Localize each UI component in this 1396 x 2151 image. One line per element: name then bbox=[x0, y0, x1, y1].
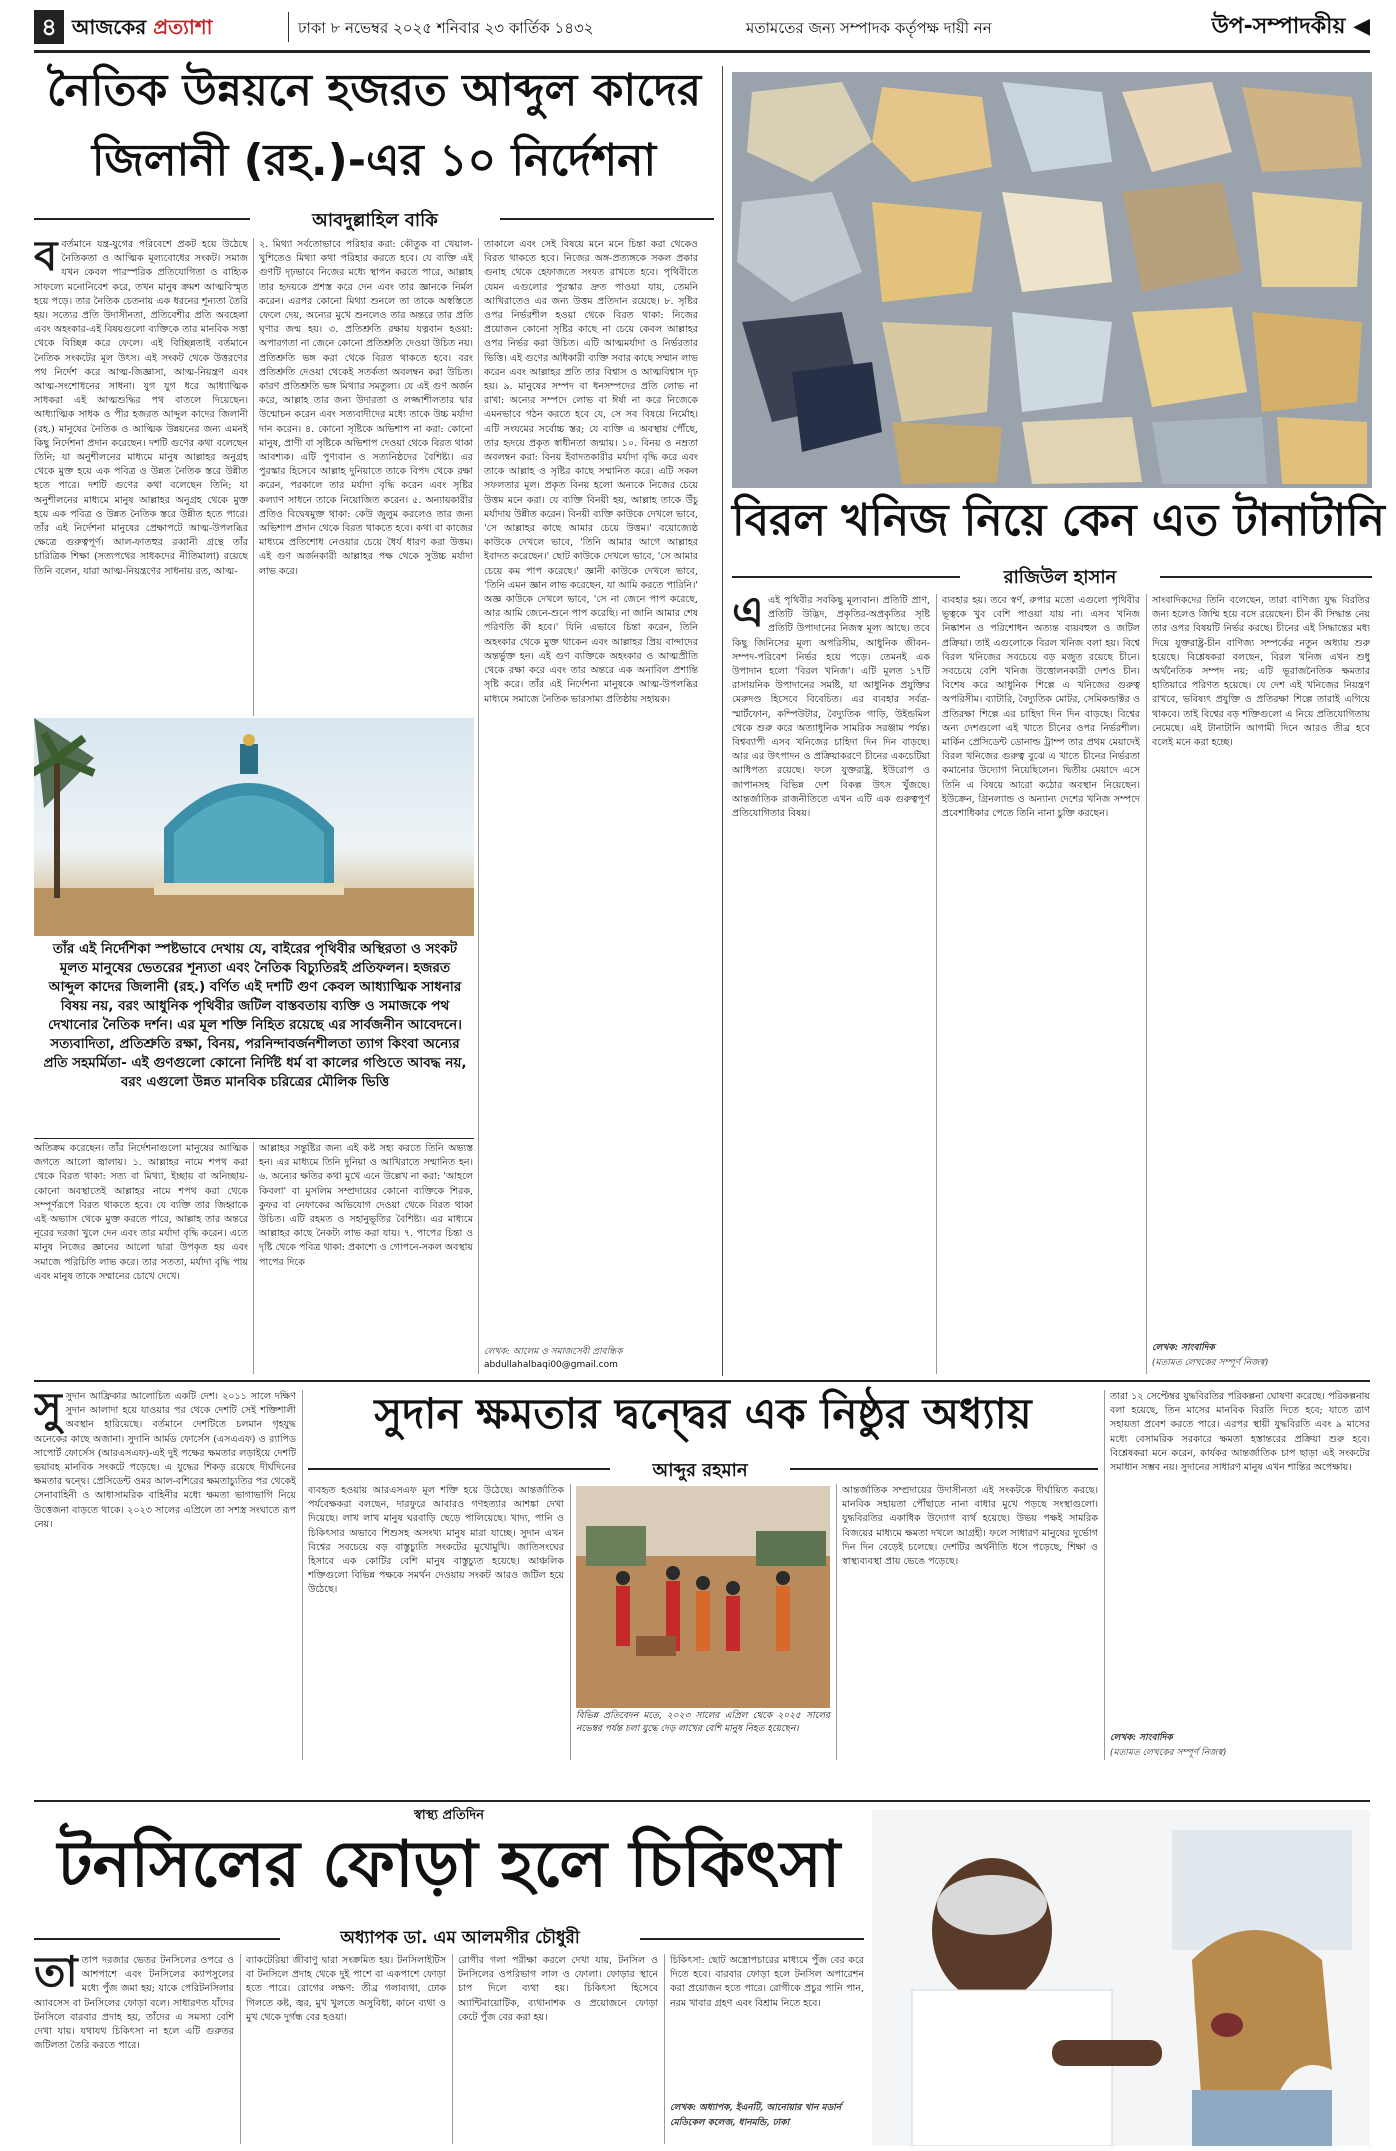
article1-col1b: অতিক্রম করেছেন। তাঁর নির্দেশনাগুলো মানুষের আত্মিক জগতে আলো জ্বালায়। ১. আল্লাহর নামে শপথ করা থেকে বিরত থাকা: সত্য বা মিথ্যা, ইচ্ছায় বা অনিচ্ছায়-কোনো অবস্থাতেই আল্লাহর নামে শপথ করা থেকে সম্পূর্ণরূপে বিরত থাকতে হবে। যে ব্যক্তি তার জিহ্বাকে এই অভ্যাস থেকে মুক্ত করতে পারে, আল্লাহ তার অন্তরে নূরের দরজা খুলে দেন এবং তার মর্যাদা বৃদ্ধি করেন। এতে মানুষ নিজের জ্ঞানের আলো দ্বারা উপকৃত হয় এবং সমাজে পরিচিতি লাভ করে। তার সততা, মর্যাদা বৃদ্ধি পায় এবং মানুষ তাকে সম্মানের চোখে দেখে। bbox=[34, 1143, 248, 1282]
author-note: লেখক: সাংবাদিক bbox=[1152, 1343, 1215, 1353]
author-disclaimer: (মতামত লেখকের সম্পূর্ণ নিজস্ব) bbox=[1110, 1748, 1227, 1758]
article2-title: বিরল খনিজ নিয়ে কেন এত টানাটানি bbox=[732, 495, 1385, 546]
minerals-image bbox=[732, 72, 1372, 488]
page-number: ৪ bbox=[34, 10, 64, 44]
article3-byline: আব্দুর রহমান bbox=[610, 1456, 790, 1482]
article2-divider1 bbox=[936, 594, 937, 1374]
article3-col1-text: সুদান আফ্রিকার আলোচিত একটি দেশ। ২০১১ সালে দক্ষিণ সুদান আলাদা হয়ে যাওয়ার পর থেকে দেশটি সেই শক্তিশালী অবস্থান হারিয়েছে। বর্তমানে দেশটিতে চলমান গৃহযুদ্ধ অনেকের কাছে অজানা। সুদানি আর্মড ফোর্সেস (এসএএফ) ও র‍্যাপিড সাপোর্ট ফোর্সেস (আরএসএফ)-এই দুই পক্ষের ক্ষমতার লড়াইয়ে দেশটি ভয়াবহ মানবিক সংকটে পড়েছে। এ যুদ্ধের শিকড় রয়েছে দীর্ঘদিনের ক্ষমতার দ্বন্দ্বে। প্রেসিডেন্ট ওমর আল-বশিরের ক্ষমতাচ্যুতির পর থেকেই সেনাবাহিনী ও আধাসামরিক বাহিনীর মধ্যে ক্ষমতা ভাগাভাগি নিয়ে উত্তেজনা বাড়তে থাকে। ২০২৩ সালের এপ্রিলে তা সশস্ত্র সংঘাতে রূপ নেয়। bbox=[34, 1391, 296, 1530]
article3-col1 bbox=[34, 1390, 296, 1760]
article1-pullquote: তাঁর এই নির্দেশিকা স্পষ্টভাবে দেখায় যে, বাইরের পৃথিবীর অস্থিরতা ও সংকট মূলত মানুষের ভেতরের শূন্যতা এবং নৈতিক বিচ্যুতিরই প্রতিফলন। হজরত আব্দুল কাদের জিলানী (রহ.) বর্ণিত এই দশটি গুণ কেবল আধ্যাত্মিক সাধনার বিষয় নয়, বরং আধুনিক পৃথিবীর জটিল বাস্তবতায় ব্যক্তি ও সমাজকে পথ দেখানোর নৈতিক দর্শন। এর মূল শক্তি নিহিত রয়েছে এর সার্বজনীন আবেদনে। সত্যবাদিতা, প্রতিশ্রুতি রক্ষা, বিনয়, পরনিন্দাবর্জনশীলতা ত্যাগ কিংবা অন্যের প্রতি সহমর্মিতা- এই গুণগুলো কোনো নির্দিষ্ট ধর্ম বা কালের গণ্ডিতে আবদ্ধ নয়, বরং এগুলো উন্নত মানবিক চরিত্রের মৌলিক ভিত্তি bbox=[43, 941, 467, 1090]
article1-title-line1: নৈতিক উন্নয়নে হজরত আব্দুল কাদের bbox=[46, 65, 702, 116]
article1-divider1 bbox=[253, 238, 254, 716]
article2-byline: রাজিউল হাসান bbox=[960, 563, 1160, 589]
author-email[interactable]: abdullahalbaqi00@gmail.com bbox=[484, 1360, 618, 1370]
article4-divider3 bbox=[664, 1954, 665, 2144]
brand-right: প্রত্যাশা bbox=[153, 15, 213, 39]
article2-author bbox=[1152, 1340, 1370, 1374]
brand-logo bbox=[72, 12, 282, 42]
article3-col3: আন্তর্জাতিক সম্প্রদায়ের উদাসীনতা এই সংকটকে দীর্ঘায়িত করছে। মানবিক সহায়তা পৌঁছাতে নানা বাধার মুখে পড়ছে সংস্থাগুলো। যুদ্ধবিরতির একাধিক উদ্যোগ ব্যর্থ হয়েছে। উভয় পক্ষই সামরিক বিজয়ের মাধ্যমে ক্ষমতা দখলে আগ্রহী। ফলে সাধারণ মানুষের দুর্ভোগ দিন দিন বেড়েই চলেছে। দেশটির অর্থনীতি ধসে পড়েছে, শিক্ষা ও স্বাস্থ্যব্যবস্থা প্রায় ভেঙে পড়েছে। bbox=[842, 1485, 1098, 1568]
header-disclaimer: মতামতের জন্য সম্পাদক কর্তৃপক্ষ দায়ী নন bbox=[746, 19, 992, 37]
article4-title: টনসিলের ফোড়া হলে চিকিৎসা bbox=[57, 1828, 841, 1902]
header-date: ঢাকা ৮ নভেম্বর ২০২৫ শনিবার ২৩ কার্তিক ১৪৩২ bbox=[298, 19, 594, 37]
section-rule-2 bbox=[34, 1800, 1370, 1802]
minerals-illustration bbox=[732, 72, 1372, 488]
author-note: লেখক: সাংবাদিক bbox=[1110, 1733, 1173, 1743]
header-rule bbox=[34, 50, 1370, 53]
header-divider bbox=[288, 12, 289, 42]
section-rule-1 bbox=[34, 1380, 1370, 1382]
article2-col1 bbox=[732, 594, 930, 1344]
article1-divider2 bbox=[478, 238, 479, 1374]
dropcap: এ bbox=[732, 594, 764, 636]
article1-pullquote-rule bbox=[34, 1138, 474, 1139]
article4-kicker: স্বাস্থ্য প্রতিদিন bbox=[413, 1808, 485, 1823]
dropcap: সু bbox=[34, 1390, 62, 1432]
author-disclaimer: (মতামত লেখকের সম্পূর্ণ নিজস্ব) bbox=[1152, 1358, 1269, 1368]
dropcap: ব bbox=[34, 238, 58, 280]
article4-author: লেখক: অধ্যাপক, ইএনটি, আনোয়ার খান মডার্ন মেডিকেল কলেজ, ধানমন্ডি, ঢাকা bbox=[670, 2103, 842, 2128]
section-title bbox=[1114, 10, 1370, 44]
article4-byline: অধ্যাপক ডা. এম আলমগীর চৌধুরী bbox=[280, 1925, 640, 1951]
mosque-illustration bbox=[34, 718, 474, 936]
article1-author-note bbox=[484, 1346, 698, 1374]
doctor-illustration bbox=[872, 1810, 1370, 2146]
article3-divider2 bbox=[570, 1484, 571, 1760]
doctor-patient-image bbox=[872, 1810, 1370, 2146]
masthead bbox=[34, 10, 1370, 50]
article1-col1 bbox=[34, 238, 248, 716]
section-arrow-icon: ◀ bbox=[1353, 14, 1370, 39]
article3-col4: তারা ১২ সেপ্টেম্বর যুদ্ধবিরতির পরিকল্পনা ঘোষণা করেছে। পরিকল্পনায় বলা হয়েছে, তিন মাসের মানবিক বিরতি দিতে হবে; যাতে ত্রাণ সহায়তা প্রবেশ করতে পারে। এরপর স্থায়ী যুদ্ধবিরতি এবং ৯ মাসের মধ্যে বেসামরিক সরকারে ক্ষমতা হস্তান্তরের প্রক্রিয়া শুরু হবে। বিশ্লেষকরা মনে করেন, কার্যকর আন্তর্জাতিক চাপ ছাড়া এই সংকটের সমাধান সম্ভব নয়। সুদানের সাধারণ মানুষ এখন শান্তির অপেক্ষায়। bbox=[1110, 1391, 1370, 1474]
article2-col3: সাংবাদিকদের তিনি বলেছেন, তারা বাণিজ্য যুদ্ধ বিরতির জন্য হলেও জিম্মি হয়ে বসে রয়েছেন। চীন কী সিদ্ধান্ত নেয় তার ওপর বিষয়টি নির্ভর করছে। চীনের এই সিদ্ধান্তের মধ্য দিয়ে যুক্তরাষ্ট্র-চীন বাণিজ্য সম্পর্কের নতুন অধ্যায় শুরু হয়েছে। বিশ্লেষকরা বলছেন, বিরল খনিজ এখন শুধু অর্থনৈতিক সম্পদ নয়; এটি ভূরাজনৈতিক ক্ষমতার হাতিয়ারে পরিণত হয়েছে। যে দেশ এই খনিজের নিয়ন্ত্রণ রাখবে, ভবিষ্যৎ প্রযুক্তি ও প্রতিরক্ষা শিল্পে তারাই এগিয়ে থাকবে। তাই বিশ্বের বড় শক্তিগুলো এ নিয়ে প্রতিযোগিতায় নেমেছে। এই টানাটানি আগামী দিনে আরও তীব্র হবে বলেই মনে করা হচ্ছে। bbox=[1152, 595, 1370, 749]
article1-col1-text: বর্তমানে যন্ত্র-যুগের পরিবেশে প্রকট হয়ে উঠেছে নৈতিকতা ও আত্মিক মূল্যবোধের সংকট। সমাজ যখন কেবল পারস্পরিক প্রতিযোগিতা ও বাহ্যিক সাফল্যে মনোনিবেশ করে, তখন মানুষ ক্রমশ আত্মবিস্মৃত হয়ে পড়ে। তার নৈতিক চেতনায় এক ধরনের শূন্যতা তৈরি হয়। সত্যের প্রতি উদাসীনতা, প্রতিবেশীর প্রতি অবহেলা এবং অহংকার-এই বিষয়গুলো ব্যক্তিকে তার মানবিক সত্তা থেকে বিচ্ছিন্ন করে ফেলে। এই বিচ্ছিন্নতাই বর্তমানে নৈতিক সংকটের মূল উৎস। এই সংকট থেকে উত্তরণের পথ নির্দেশ করে আত্ম-জিজ্ঞাসা, আত্ম-নিয়ন্ত্রণ এবং আত্ম-সংশোধনের সাধনা। যুগ যুগ ধরে আধ্যাত্মিক সাধকরা এই আত্মশুদ্ধির পথ বাতলে দিয়েছেন। আধ্যাত্মিক সাধক ও পীর হজরত আব্দুল কাদের জিলানী (রহ.) মানুষের নৈতিক ও আত্মিক উন্নয়নের জন্য এমনই কিছু নির্দেশনা প্রদান করেছেন। দশটি গুণের কথা বলেছেন তিনি; যা অনুশীলনের মাধ্যমে মানুষ আল্লাহর অনুগ্রহ থেকে মুক্ত হয়ে এক পবিত্র ও উন্নত নৈতিক স্তরে উন্নীত হতে পারে। দশটি গুণের কথা বলেছেন তিনি; যা অনুশীলনের মাধ্যমে মানুষ আল্লাহর অনুগ্রহ থেকে মুক্ত হয়ে এক পবিত্র ও উন্নত নৈতিক স্তরে উন্নীত হতে পারে। তাঁর এই নির্দেশনা মানুষের প্রেক্ষাপটে আত্ম-উপলব্ধির ক্ষেত্রে গুরুত্বপূর্ণ। আল-ফাতহুর রব্বানী গ্রন্থে তাঁর চারিত্রিক শিক্ষা (সত্যপথের সাধকদের নীতিমালা) রয়েছে তিনি বলেন, যারা আত্ম-নিয়ন্ত্রণের সাধনায় রত, আত্ম- bbox=[34, 239, 248, 577]
section-label: উপ-সম্পাদকীয় bbox=[1211, 14, 1346, 39]
article1-byline: আবদুল্লাহিল বাকি bbox=[250, 206, 500, 232]
article1-col3: তাকালে এবং সেই বিষয়ে মনে মনে চিন্তা করা থেকেও বিরত থাকতে হবে। নিজের অঙ্গ-প্রত্যঙ্গকে সকল প্রকার গুনাহ থেকে হেফাজতে সংযত রাখতে হবে। পৃথিবীতে যেমন এগুলোর পুরস্কার দ্রুত পাওয়া যায়, তেমনি আখিরাতেও এর জন্য উত্তম প্রতিদান রয়েছে। ৮. সৃষ্টির ওপর নির্ভরশীল হওয়া থেকে বিরত থাকা: নিজের প্রয়োজন কোনো সৃষ্টির কাছে না চেয়ে কেবল আল্লাহর ওপর নির্ভর করা উচিত। এটি আত্মমর্যাদা ও নির্ভরতার ভিত্তি। এই গুণের অধিকারী ব্যক্তি সবার কাছে সম্মান লাভ করেন এবং আল্লাহর প্রতি তার বিশ্বাস ও আত্মবিশ্বাস দৃঢ় হয়। ৯. মানুষের সম্পদ বা ধনসম্পদের প্রতি লোভ না রাখা: অন্যের সম্পদে লোভ বা ঈর্ষা না করে নিজেকে এমনভাবে গঠন করতে হবে যে, সে সব বিষয়ে নির্মোহ। এটি সংযমের সর্বোচ্চ স্তর; যে ব্যক্তি এ অবস্থায় পৌঁছে, তার হৃদয়ে প্রকৃত স্বাধীনতা জন্মায়। ১০. বিনয় ও নম্রতা অবলম্বন করা: বিনয় ইবাদতকারীর মর্যাদা বৃদ্ধি করে এবং তাকে আল্লাহ ও সৃষ্টির কাছে সম্মানিত করে। এটি সকল সফলতার মূল। প্রকৃত বিনয় হলো অন্যকে নিজের চেয়ে উত্তম মনে করা। যে ব্যক্তি বিনয়ী হয়, আল্লাহ তাকে উঁচু মর্যাদায় উন্নীত করেন। বিনয়ী ব্যক্তি কাউকে দেখলে ভাবে, 'সে আল্লাহর কাছে আমার চেয়ে উত্তম।' বয়োজ্যেষ্ঠ কাউকে দেখলে ভাবে, 'তিনি আমার আগে আল্লাহর ইবাদত করেছেন।' ছোট কাউকে দেখলে ভাবে, 'সে আমার চেয়ে কম পাপ করেছে।' জ্ঞানী কাউকে দেখলে ভাবে, 'তিনি এমন জ্ঞান লাভ করেছেন, যা আমি করতে পারিনি।' অজ্ঞ কাউকে দেখলে ভাবে, 'সে না জেনে পাপ করেছে, আর আমি জেনে-শুনে পাপ করেছি। না জানি আমার শেষ পরিণতি কী হবে।' যিনি এভাবে চিন্তা করেন, তিনি অহংকার থেকে মুক্ত থাকেন এবং আল্লাহর প্রিয় বান্দাদের অন্তর্ভুক্ত হন। এই গুণ ব্যক্তিকে অহংকার ও আত্মপ্রীতি থেকে রক্ষা করে এবং তার অন্তরে এক অনাবিল প্রশান্তি সৃষ্টি করে। তাঁর এই নির্দেশনা মানুষকে আত্ম-উপলব্ধির মাধ্যমে সমাজে নৈতিক ভারসাম্য প্রতিষ্ঠায় সহায়ক। bbox=[484, 239, 698, 705]
article1-title-line2: জিলানী (রহ.)-এর ১০ নির্দেশনা bbox=[91, 135, 657, 186]
sudan-refugees-image bbox=[576, 1486, 830, 1708]
article3-divider1 bbox=[302, 1390, 303, 1760]
sudan-illustration bbox=[576, 1486, 830, 1708]
article1-col2: ২. মিথ্যা সর্বতোভাবে পরিহার করা: কৌতুক বা খেয়াল-খুশিতেও মিথ্যা কথা পরিহার করতে হবে। যে ব্যক্তি এই গুণটি দৃঢ়ভাবে নিজের মধ্যে স্থাপন করতে পারে, আল্লাহ তার হৃদয়কে প্রশস্ত করে দেন এবং তার জ্ঞানকে নির্মল করেন। এরপর কোনো মিথ্যা শুনলে তা তাকে অস্বস্তিতে ফেলে দেয়, অন্যের মুখে শুনলেও তার অন্তরে তার প্রতি ঘৃণার জন্ম হয়। ৩. প্রতিশ্রুতি রক্ষায় যত্নবান হওয়া: অপারগতা না জেনে কোনো প্রতিশ্রুতি দেওয়া উচিত নয়। প্রতিশ্রুতি ভঙ্গ করা থেকে বিরত থাকতে হবে। বরং প্রতিশ্রুতি দেওয়া থেকেই সতর্কতা অবলম্বন করা উচিত। কারণ প্রতিশ্রুতি ভঙ্গ মিথ্যার সমতুল্য। যে এই গুণ অর্জন করে, আল্লাহ তার জন্য উদারতা ও লজ্জাশীলতার দ্বার উন্মোচন করেন এবং সত্যবাদীদের মধ্যে তাকে উচ্চ মর্যাদা দান করেন। ৪. কোনো সৃষ্টিকে অভিশাপ না করা: কোনো মানুষ, প্রাণী বা সৃষ্টিকে অভিশাপ দেওয়া থেকে বিরত থাকা আবশ্যক। এটি পুণ্যবান ও সত্যনিষ্ঠদের বৈশিষ্ট্য। এর পুরস্কার হিসেবে আল্লাহ দুনিয়াতে তাকে বিপদ থেকে রক্ষা করেন, পরকালে তার মর্যাদা বৃদ্ধি করেন এবং সৃষ্টির কল্যাণ সাধনে তাকে নিয়োজিত করেন। ৫. অন্যায়কারীর প্রতিও বিদ্বেষমুক্ত থাকা: কেউ জুলুম করলেও তার জন্য অভিশাপ প্রদান থেকে বিরত থাকতে হবে। কথা বা কাজের মাধ্যমে প্রতিশোধ নেওয়ার চেয়ে ধৈর্য ধারণ করা উত্তম। এই গুণ অর্জনকারী আল্লাহর পক্ষ থেকে সুউচ্চ মর্যাদা লাভ করে। bbox=[259, 239, 473, 577]
dropcap: তা bbox=[34, 1954, 78, 1996]
article2-col1-text: এই পৃথিবীর সবকিছু মূল্যবান। প্রতিটি প্রাণ, প্রতিটি উদ্ভিদ, প্রকৃতির-অপ্রকৃতির সৃষ্টি প্রতিটি উপাদানের নিজস্ব মূল্য আছে। তবে কিছু জিনিসের মূল্য অপরিসীম, আধুনিক জীবন-সম্পদ-পরিবেশ নির্ভর হয়ে পড়ে। তেমনই এক উপাদান হলো 'বিরল খনিজ'। এটি মূলত ১৭টি রাসায়নিক উপাদানের সমষ্টি, যা আধুনিক প্রযুক্তির মেরুদণ্ড হিসেবে বিবেচিত। এর ব্যবহার সর্বত্র-স্মার্টফোন, কম্পিউটার, বৈদ্যুতিক গাড়ি, উইন্ডমিল থেকে শুরু করে অত্যাধুনিক সামরিক সরঞ্জাম পর্যন্ত। বিশ্বব্যাপী এসব খনিজের চাহিদা দিন দিন বাড়ছে। আর এর উৎপাদন ও প্রক্রিয়াকরণে চীনের একচেটিয়া আধিপত্য রয়েছে। ফলে যুক্তরাষ্ট্র, ইউরোপ ও জাপানসহ বিভিন্ন দেশ বিকল্প উৎস খুঁজছে। আন্তর্জাতিক রাজনীতিতে এখন এটি এক গুরুত্বপূর্ণ প্রতিযোগিতার বিষয়। bbox=[732, 595, 930, 820]
article4-col2: ব্যাকটেরিয়া জীবাণু দ্বারা সংক্রমিত হয়। টনসিলাইটিস বা টনসিলে প্রদাহ থেকে দুই পাশে বা একপাশে ফোড়া হতে পারে। রোগের লক্ষণ: তীব্র গলাব্যথা, ঢোক গিলতে কষ্ট, জ্বর, মুখ খুলতে অসুবিধা, কানে ব্যথা ও মুখ থেকে দুর্গন্ধ বের হওয়া। bbox=[246, 1955, 446, 2023]
article3-divider3 bbox=[836, 1484, 837, 1760]
article3-divider4 bbox=[1104, 1390, 1105, 1760]
article4-col1 bbox=[34, 1954, 234, 2144]
article3-author bbox=[1110, 1730, 1370, 1760]
author-note: লেখক: আলেম ও সমাজসেবী প্রাবন্ধিক bbox=[484, 1347, 623, 1357]
brand-left: আজকের bbox=[72, 15, 147, 39]
article4-col4: চিকিৎসা: ছোট অস্ত্রোপচারের মাধ্যমে পুঁজ বের করে দিতে হবে। বারবার ফোড়া হলে টনসিল অপারেশন করা প্রয়োজন হতে পারে। রোগীকে প্রচুর পানি পান, নরম খাবার গ্রহণ এবং বিশ্রাম নিতে হবে। bbox=[670, 1955, 864, 2009]
article2-divider2 bbox=[1146, 594, 1147, 1374]
article2-col2: ব্যবহার হয়। তবে স্বর্ণ, রুপার মতো এগুলো পৃথিবীর ভূত্বকে খুব বেশি পাওয়া যায় না। এসব খনিজ নিষ্কাশন ও পরিশোধন অত্যন্ত ব্যয়বহুল ও জটিল প্রক্রিয়া। তাই এগুলোকে বিরল খনিজ বলা হয়। বিশ্বে বিরল খনিজের সবচেয়ে বড় মজুত রয়েছে চীনে। সবচেয়ে বেশি খনিজ উত্তোলনকারী দেশও চীন। বিশেষ করে আধুনিক শিল্পে এ খনিজের গুরুত্ব অপরিসীম। ব্যাটারি, বৈদ্যুতিক মোটর, সেমিকন্ডাক্টর ও প্রতিরক্ষা শিল্পে এর চাহিদা দিন দিন বাড়ছে। বিশ্বের অন্য দেশগুলো এই খাতে চীনের ওপর নির্ভরশীল। মার্কিন প্রেসিডেন্ট ডোনাল্ড ট্রাম্প তার প্রথম মেয়াদেই বিরল খনিজের গুরুত্ব বুঝে এ খাতে চীনের নির্ভরতা কমানোর উদ্যোগ নিয়েছিলেন। দ্বিতীয় মেয়াদে এসে তিনি এ বিষয়ে আরো কঠোর অবস্থান নিয়েছেন। ইউক্রেন, গ্রিনল্যান্ড ও অন্যান্য দেশের খনিজ সম্পদে প্রবেশাধিকার পেতে তিনি নানা চুক্তি করছেন। bbox=[942, 595, 1140, 820]
article1-col2b: আল্লাহর সন্তুষ্টির জন্য এই কষ্ট সহ্য করতে তিনি অভ্যস্ত হন। এর মাধ্যমে তিনি দুনিয়া ও আখিরাতে সম্মানিত হন। ৬. অন্যের ক্ষতির কথা মুখে এনে উল্লেখ না করা: 'আহলে কিবলা' বা মুসলিম সম্প্রদায়ের কোনো ব্যক্তিকে শিরক, কুফর বা নেফাকের অভিযোগ দেওয়া থেকে বিরত থাকা উচিত। এটি রহমত ও সহানুভূতির বৈশিষ্ট্য। এর মাধ্যমে আল্লাহর কাছে নৈকট্য লাভ করা যায়। ৭. পাপের চিন্তা ও দৃষ্টি থেকে পবিত্র থাকা: প্রকাশ্যে ও গোপনে-সকল অবস্থায় পাপের দিকে bbox=[259, 1143, 473, 1268]
article3-col2: ব্যবহৃত হওয়ায় আরএসএফ মূল শক্তি হয়ে উঠেছে। আন্তর্জাতিক পর্যবেক্ষকরা বলছেন, দারফুরে আবারও গণহত্যার আশঙ্কা দেখা দিয়েছে। লাখ লাখ মানুষ ঘরবাড়ি ছেড়ে পালিয়েছে। খাদ্য, পানি ও চিকিৎসার অভাবে শিশুসহ অসংখ্য মানুষ মারা যাচ্ছে। সুদান এখন বিশ্বের সবচেয়ে বড় বাস্তুচ্যুতি সংকটের মুখোমুখি। জাতিসংঘের হিসাবে এক কোটির বেশি মানুষ বাস্তুচ্যুত হয়েছে। আঞ্চলিক শক্তিগুলো বিভিন্ন পক্ষকে সমর্থন দেওয়ায় সংকট আরও জটিল হয়ে উঠেছে। bbox=[308, 1485, 564, 1596]
article3-title: সুদান ক্ষমতার দ্বন্দ্বের এক নিষ্ঠুর অধ্যায় bbox=[374, 1389, 1032, 1438]
mosque-image bbox=[34, 718, 474, 936]
article3-image-caption: বিভিন্ন প্রতিবেদন মতে, ২০২৩ সালের এপ্রিল থেকে ২০২৫ সালের নভেম্বর পর্যন্ত চলা যুদ্ধে দেড় লাখের বেশি মানুষ নিহত হয়েছেন। bbox=[576, 1711, 830, 1734]
column-divider-main bbox=[722, 66, 723, 1376]
article1-divider3 bbox=[253, 1142, 254, 1374]
article4-col1-text: তাপ দরজার ভেতর টনসিলের ওপরে ও আশপাশে এবং টনসিলের ক্যাপসুলের মধ্যে পুঁজ জমা হয়; যাকে পেরিটনসিলার অ্যাবসেস বা টনসিলের ফোড়া বলে। সাধারণত যাঁদের টনসিলে বারবার প্রদাহ হয়, তাঁদের এ সমস্যা বেশি দেখা যায়। যথাযথ চিকিৎসা না হলে এটি গুরুতর জটিলতা তৈরি করতে পারে। bbox=[34, 1955, 234, 2052]
article4-col3: রোগীর গলা পরীক্ষা করলে দেখা যায়, টনসিল ও টনসিলের ওপরিভাগ লাল ও ফোলা। ফোড়ার স্থানে চাপ দিলে ব্যথা হয়। চিকিৎসা হিসেবে অ্যান্টিবায়োটিক, ব্যথানাশক ও প্রয়োজনে ফোড়া কেটে পুঁজ বের করা হয়। bbox=[458, 1955, 658, 2023]
article4-divider1 bbox=[240, 1954, 241, 2144]
article4-divider2 bbox=[452, 1954, 453, 2144]
